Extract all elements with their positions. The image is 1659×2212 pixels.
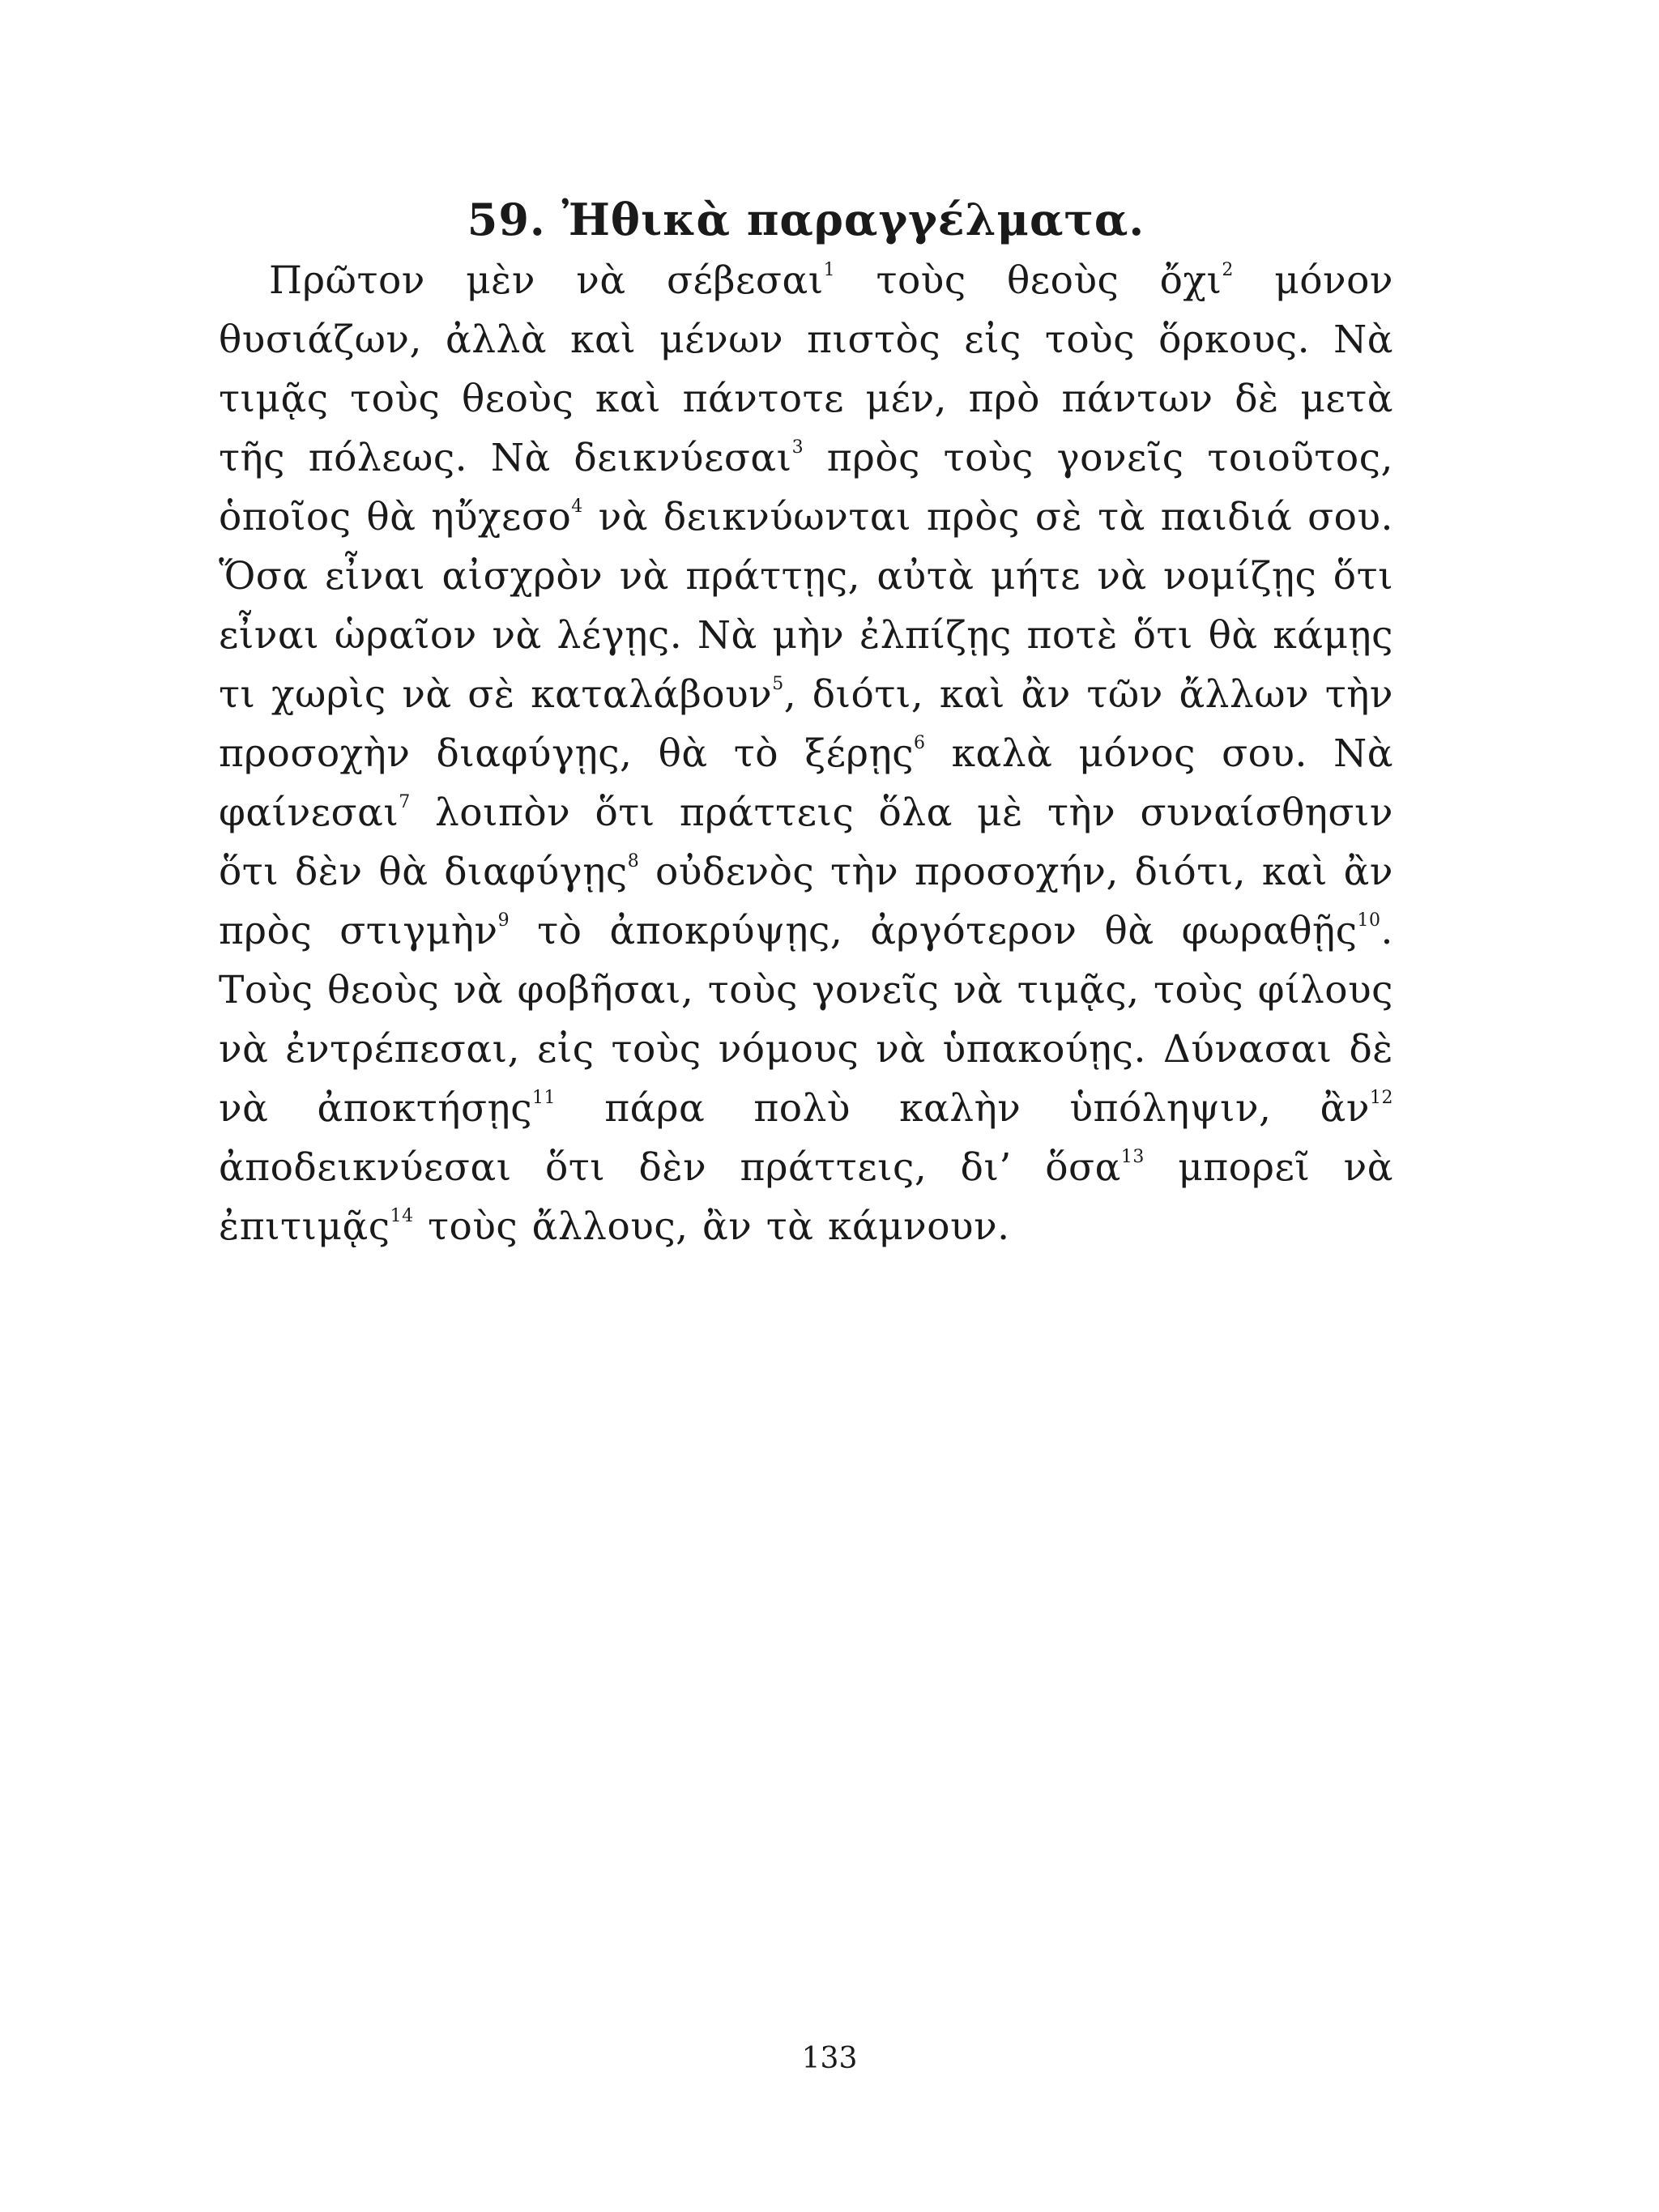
footnote-marker: 5	[772, 674, 784, 694]
paragraph-text-run: Πρῶτον μὲν νὰ σέβεσαι	[269, 258, 824, 303]
paragraph-text-run: , διότι, καὶ ἂν τῶν ἄλλων τὴν προσοχὴν διαφύγῃς, θὰ τὸ ξέρῃς	[219, 672, 1394, 776]
section-title: 59. Ἠθικὰ παραγγέλματα.	[467, 194, 1145, 245]
paragraph-text-run: πρὸς τοὺς γονεῖς τοιοῦτος, ὁποῖος θὰ ηὔχεσο	[219, 436, 1393, 539]
paragraph-text-run: νὰ δεικνύωνται πρὸς σὲ τὰ παιδιά σου. Ὅσα εἶναι αἰσχρὸν νὰ πράττῃς, αὐτὰ μήτε νὰ νομίζῃς ὅτι εἶναι ὡραῖον νὰ λέγῃς. Νὰ μὴν ἐλπίζῃς ποτὲ ὅτι θὰ κάμῃς τι χωρὶς νὰ σὲ καταλάβουν	[219, 495, 1393, 717]
paragraph-text-run: καλὰ μόνος σου. Νὰ φαίνεσαι	[219, 731, 1393, 835]
footnote-marker: 8	[627, 851, 640, 872]
footnote-marker: 7	[399, 792, 411, 812]
footnote-marker: 4	[571, 497, 583, 517]
paragraph-text-run: τοὺς ἄλλους, ἂν τὰ κάμνουν.	[413, 1204, 1010, 1249]
footnote-marker: 10	[1357, 910, 1381, 931]
paragraph-text-run: . Τοὺς θεοὺς νὰ φοβῆσαι, τοὺς γονεῖς νὰ τιμᾷς, τοὺς φίλους νὰ ἐντρέπεσαι, εἰς τοὺς νόμους νὰ ὑπακούῃς. Δύνασαι δὲ νὰ ἀποκτήσῃς	[219, 909, 1393, 1131]
paragraph-text-run: πάρα πολὺ καλὴν ὑπόληψιν, ἂν	[556, 1086, 1370, 1131]
paragraph-text-run: οὐδενὸς τὴν προσοχήν, διότι, καὶ ἂν πρὸς στιγμὴν	[219, 850, 1393, 953]
paragraph-text-run: ἀποδεικνύεσαι ὅτι δὲν πράττεις, δι’ ὅσα	[219, 1145, 1121, 1190]
footnote-marker: 11	[532, 1088, 557, 1108]
paragraph-text-run: τοὺς θεοὺς ὄχι	[835, 258, 1222, 303]
page-number: 133	[801, 2042, 858, 2075]
paragraph-text-run: μπορεῖ νὰ ἐπιτιμᾷς	[219, 1145, 1393, 1249]
footnote-marker: 1	[823, 260, 836, 280]
body-paragraph	[219, 251, 1393, 1256]
footnote-marker: 2	[1222, 260, 1234, 280]
footnote-marker: 3	[791, 437, 804, 458]
footnote-marker: 14	[390, 1206, 414, 1226]
footnote-marker: 6	[914, 733, 926, 753]
footnote-marker: 12	[1370, 1088, 1393, 1108]
footnote-marker: 9	[497, 910, 510, 931]
paragraph-text-run: μόνον θυσιάζων, ἀλλὰ καὶ μένων πιστὸς εἰς τοὺς ὅρκους. Νὰ τιμᾷς τοὺς θεοὺς καὶ πάντοτε μέν, πρὸ πάντων δὲ μετὰ τῆς πόλεως. Νὰ δεικνύεσαι	[219, 258, 1393, 480]
footnote-marker: 13	[1120, 1147, 1145, 1167]
paragraph-text-run: λοιπὸν ὅτι πράττεις ὅλα μὲ τὴν συναίσθησιν ὅτι δὲν θὰ διαφύγῃς	[219, 791, 1393, 894]
paragraph-text-run: τὸ ἀποκρύψῃς, ἀργότερον θὰ φωραθῇς	[510, 909, 1358, 953]
